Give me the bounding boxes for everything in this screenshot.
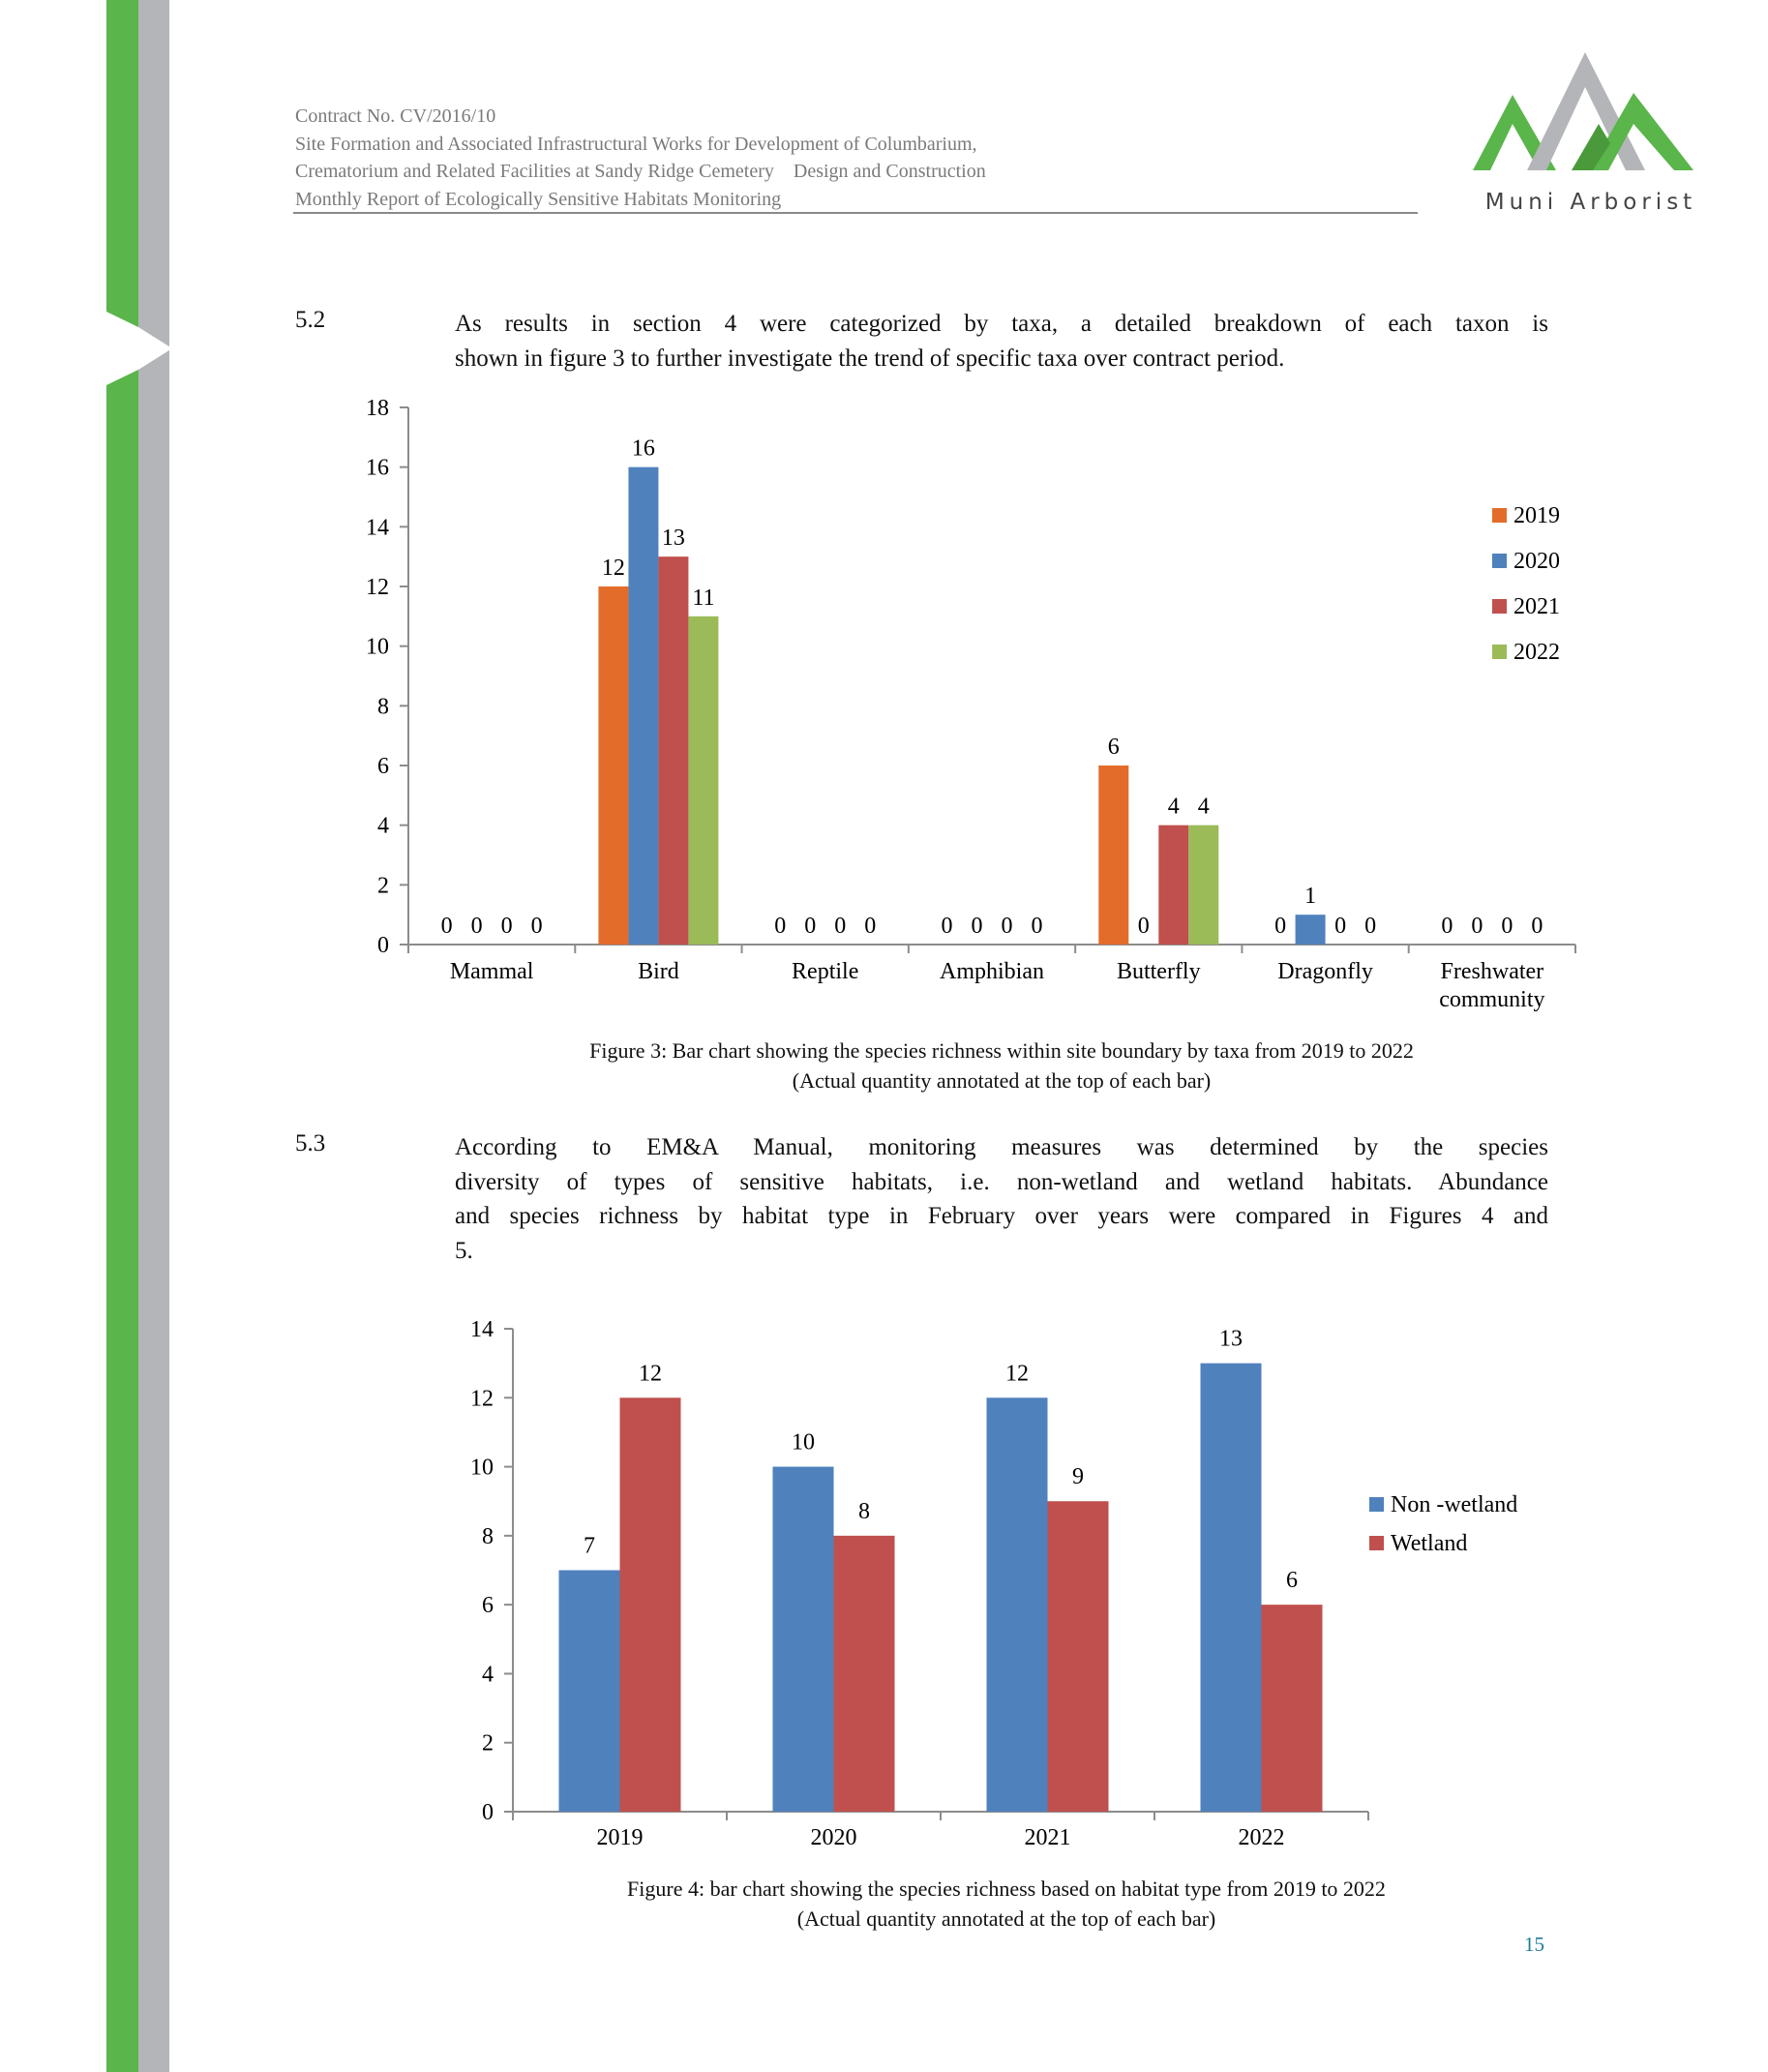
side-stripe-notch — [106, 312, 172, 385]
section-number: 5.3 — [295, 1130, 326, 1156]
bar — [658, 556, 688, 945]
bar-value-label: 0 — [1471, 914, 1483, 939]
header-line: Contract No. CV/2016/10 — [295, 105, 496, 127]
legend-swatch — [1492, 554, 1507, 568]
bar-value-label: 0 — [774, 914, 787, 939]
bar-value-label: 10 — [792, 1429, 815, 1456]
legend-label: 2021 — [1513, 594, 1560, 619]
bar-value-label: 13 — [661, 526, 685, 552]
x-category-label: Amphibian — [940, 959, 1044, 984]
y-tick-label: 8 — [482, 1523, 494, 1549]
header-line: Site Formation and Associated Infrastructural Works for Development of Columbarium, — [295, 133, 977, 155]
bar — [1201, 1364, 1262, 1812]
legend-label: 2019 — [1513, 503, 1560, 528]
logo-text: Muni Arborist — [1484, 190, 1697, 215]
legend-label: 2022 — [1513, 640, 1560, 665]
paragraph-line: diversity of types of sensitive habitats, i.e. non-wetland and wetland habitats. Abundance — [455, 1168, 1548, 1195]
bar-value-label: 11 — [692, 585, 715, 611]
y-tick-label: 8 — [377, 694, 389, 720]
bar — [598, 586, 628, 945]
section-number: 5.2 — [295, 307, 326, 333]
figure3-chart — [329, 387, 1606, 1026]
x-category-label: community — [1439, 987, 1545, 1012]
y-tick-label: 6 — [377, 754, 389, 779]
bar-value-label: 0 — [1364, 914, 1377, 939]
bar-value-label: 0 — [971, 914, 983, 939]
bar-value-label: 4 — [1197, 794, 1210, 820]
bar-value-label: 0 — [864, 914, 877, 939]
y-tick-label: 2 — [377, 873, 389, 899]
bar-value-label: 9 — [1072, 1464, 1084, 1490]
y-tick-label: 10 — [366, 634, 389, 660]
bar-value-label: 0 — [804, 914, 817, 939]
bar-value-label: 6 — [1107, 735, 1120, 760]
x-category-label: 2021 — [1024, 1825, 1071, 1850]
y-tick-label: 4 — [482, 1662, 494, 1688]
header-line: Crematorium and Related Facilities at Sandy Ridge Cemetery Design and Construction — [295, 161, 986, 182]
bar-value-label: 0 — [530, 914, 543, 939]
bar — [834, 1536, 895, 1812]
bar-value-label: 6 — [1286, 1568, 1298, 1594]
y-tick-label: 14 — [470, 1317, 494, 1342]
legend-label: Wetland — [1391, 1531, 1468, 1556]
figure4-chart — [445, 1306, 1587, 1863]
paragraph-line: and species richness by habitat type in February over years were compared in Figures 4 and — [455, 1203, 1548, 1229]
bar — [620, 1397, 681, 1812]
paragraph-line: shown in figure 3 to further investigate the trend of specific taxa over contract period. — [455, 345, 1285, 372]
bar-value-label: 0 — [500, 914, 513, 939]
bar — [1262, 1605, 1323, 1812]
section-paragraph — [455, 1130, 1548, 1268]
y-tick-label: 12 — [470, 1386, 494, 1412]
paragraph-line: According to EM&A Manual, monitoring measures was determined by the species — [455, 1134, 1548, 1160]
bar — [688, 616, 718, 945]
bar-value-label: 1 — [1304, 884, 1317, 910]
header-line: Monthly Report of Ecologically Sensitive Habitats Monitoring — [295, 188, 782, 210]
bar-value-label: 0 — [1137, 914, 1150, 939]
paragraph-line: 5. — [455, 1237, 473, 1264]
y-tick-label: 14 — [366, 515, 389, 541]
bar-value-label: 0 — [1441, 914, 1453, 939]
bar — [1048, 1501, 1109, 1812]
y-tick-label: 10 — [470, 1455, 494, 1481]
bar-value-label: 4 — [1167, 794, 1180, 820]
bar — [1098, 766, 1128, 945]
x-category-label: 2019 — [596, 1825, 644, 1850]
bar-value-label: 0 — [1501, 914, 1513, 939]
legend-swatch — [1492, 599, 1507, 614]
caption-line: Figure 3: Bar chart showing the species richness within site boundary by taxa from 2019 to 2022 — [589, 1038, 1414, 1063]
bar-value-label: 0 — [440, 914, 453, 939]
y-tick-label: 4 — [377, 813, 389, 839]
bar — [1188, 826, 1218, 945]
bar-value-label: 0 — [1001, 914, 1013, 939]
bar-value-label: 0 — [470, 914, 483, 939]
caption-line: (Actual quantity annotated at the top of each bar) — [796, 1907, 1216, 1931]
x-category-label: Bird — [638, 959, 679, 984]
caption-line: Figure 4: bar chart showing the species richness based on habitat type from 2019 to 2022 — [627, 1877, 1386, 1901]
bar — [773, 1467, 834, 1812]
bar-value-label: 13 — [1219, 1326, 1243, 1352]
x-category-label: Freshwater — [1440, 959, 1544, 984]
legend-label: Non -wetland — [1391, 1492, 1518, 1517]
legend-swatch — [1369, 1497, 1384, 1512]
bar-value-label: 12 — [601, 556, 625, 581]
caption-line: (Actual quantity annotated at the top of each bar) — [792, 1068, 1212, 1093]
figure4-caption — [426, 1874, 1587, 1934]
bar-value-label: 8 — [858, 1498, 870, 1524]
header-rule — [293, 212, 1418, 214]
legend-swatch — [1492, 508, 1507, 523]
bar — [1158, 826, 1188, 945]
bar-value-label: 12 — [639, 1361, 662, 1387]
x-category-label: Butterfly — [1116, 959, 1201, 984]
y-tick-label: 18 — [366, 396, 389, 421]
bar — [628, 467, 658, 945]
y-tick-label: 16 — [366, 455, 389, 481]
bar-value-label: 0 — [1031, 914, 1043, 939]
y-tick-label: 2 — [482, 1730, 494, 1757]
legend-swatch — [1369, 1536, 1384, 1550]
bar-value-label: 0 — [1334, 914, 1347, 939]
x-category-label: Mammal — [449, 959, 534, 984]
bar-value-label: 0 — [941, 914, 953, 939]
figure3-caption — [339, 1036, 1664, 1096]
x-category-label: Reptile — [792, 959, 859, 984]
bar-value-label: 12 — [1005, 1361, 1029, 1387]
bar — [1296, 915, 1326, 945]
y-tick-label: 6 — [482, 1593, 494, 1619]
bar-value-label: 7 — [584, 1533, 595, 1559]
paragraph-line: As results in section 4 were categorized by taxa, a detailed breakdown of each taxon is — [455, 311, 1548, 337]
bar — [559, 1571, 620, 1813]
x-category-label: Dragonfly — [1277, 959, 1373, 984]
y-tick-label: 12 — [366, 575, 389, 600]
page-number: 15 — [1524, 1933, 1544, 1956]
legend-label: 2020 — [1513, 549, 1560, 574]
bar-value-label: 0 — [1531, 914, 1543, 939]
document-header — [295, 103, 1418, 213]
y-tick-label: 0 — [482, 1800, 494, 1825]
section-paragraph — [455, 307, 1548, 375]
bar-value-label: 0 — [1274, 914, 1287, 939]
y-tick-label: 0 — [377, 933, 389, 958]
bar-value-label: 0 — [834, 914, 847, 939]
bar-value-label: 16 — [631, 435, 655, 462]
bar — [987, 1397, 1048, 1812]
x-category-label: 2022 — [1238, 1825, 1285, 1850]
x-category-label: 2020 — [810, 1825, 857, 1850]
legend-swatch — [1492, 645, 1507, 659]
